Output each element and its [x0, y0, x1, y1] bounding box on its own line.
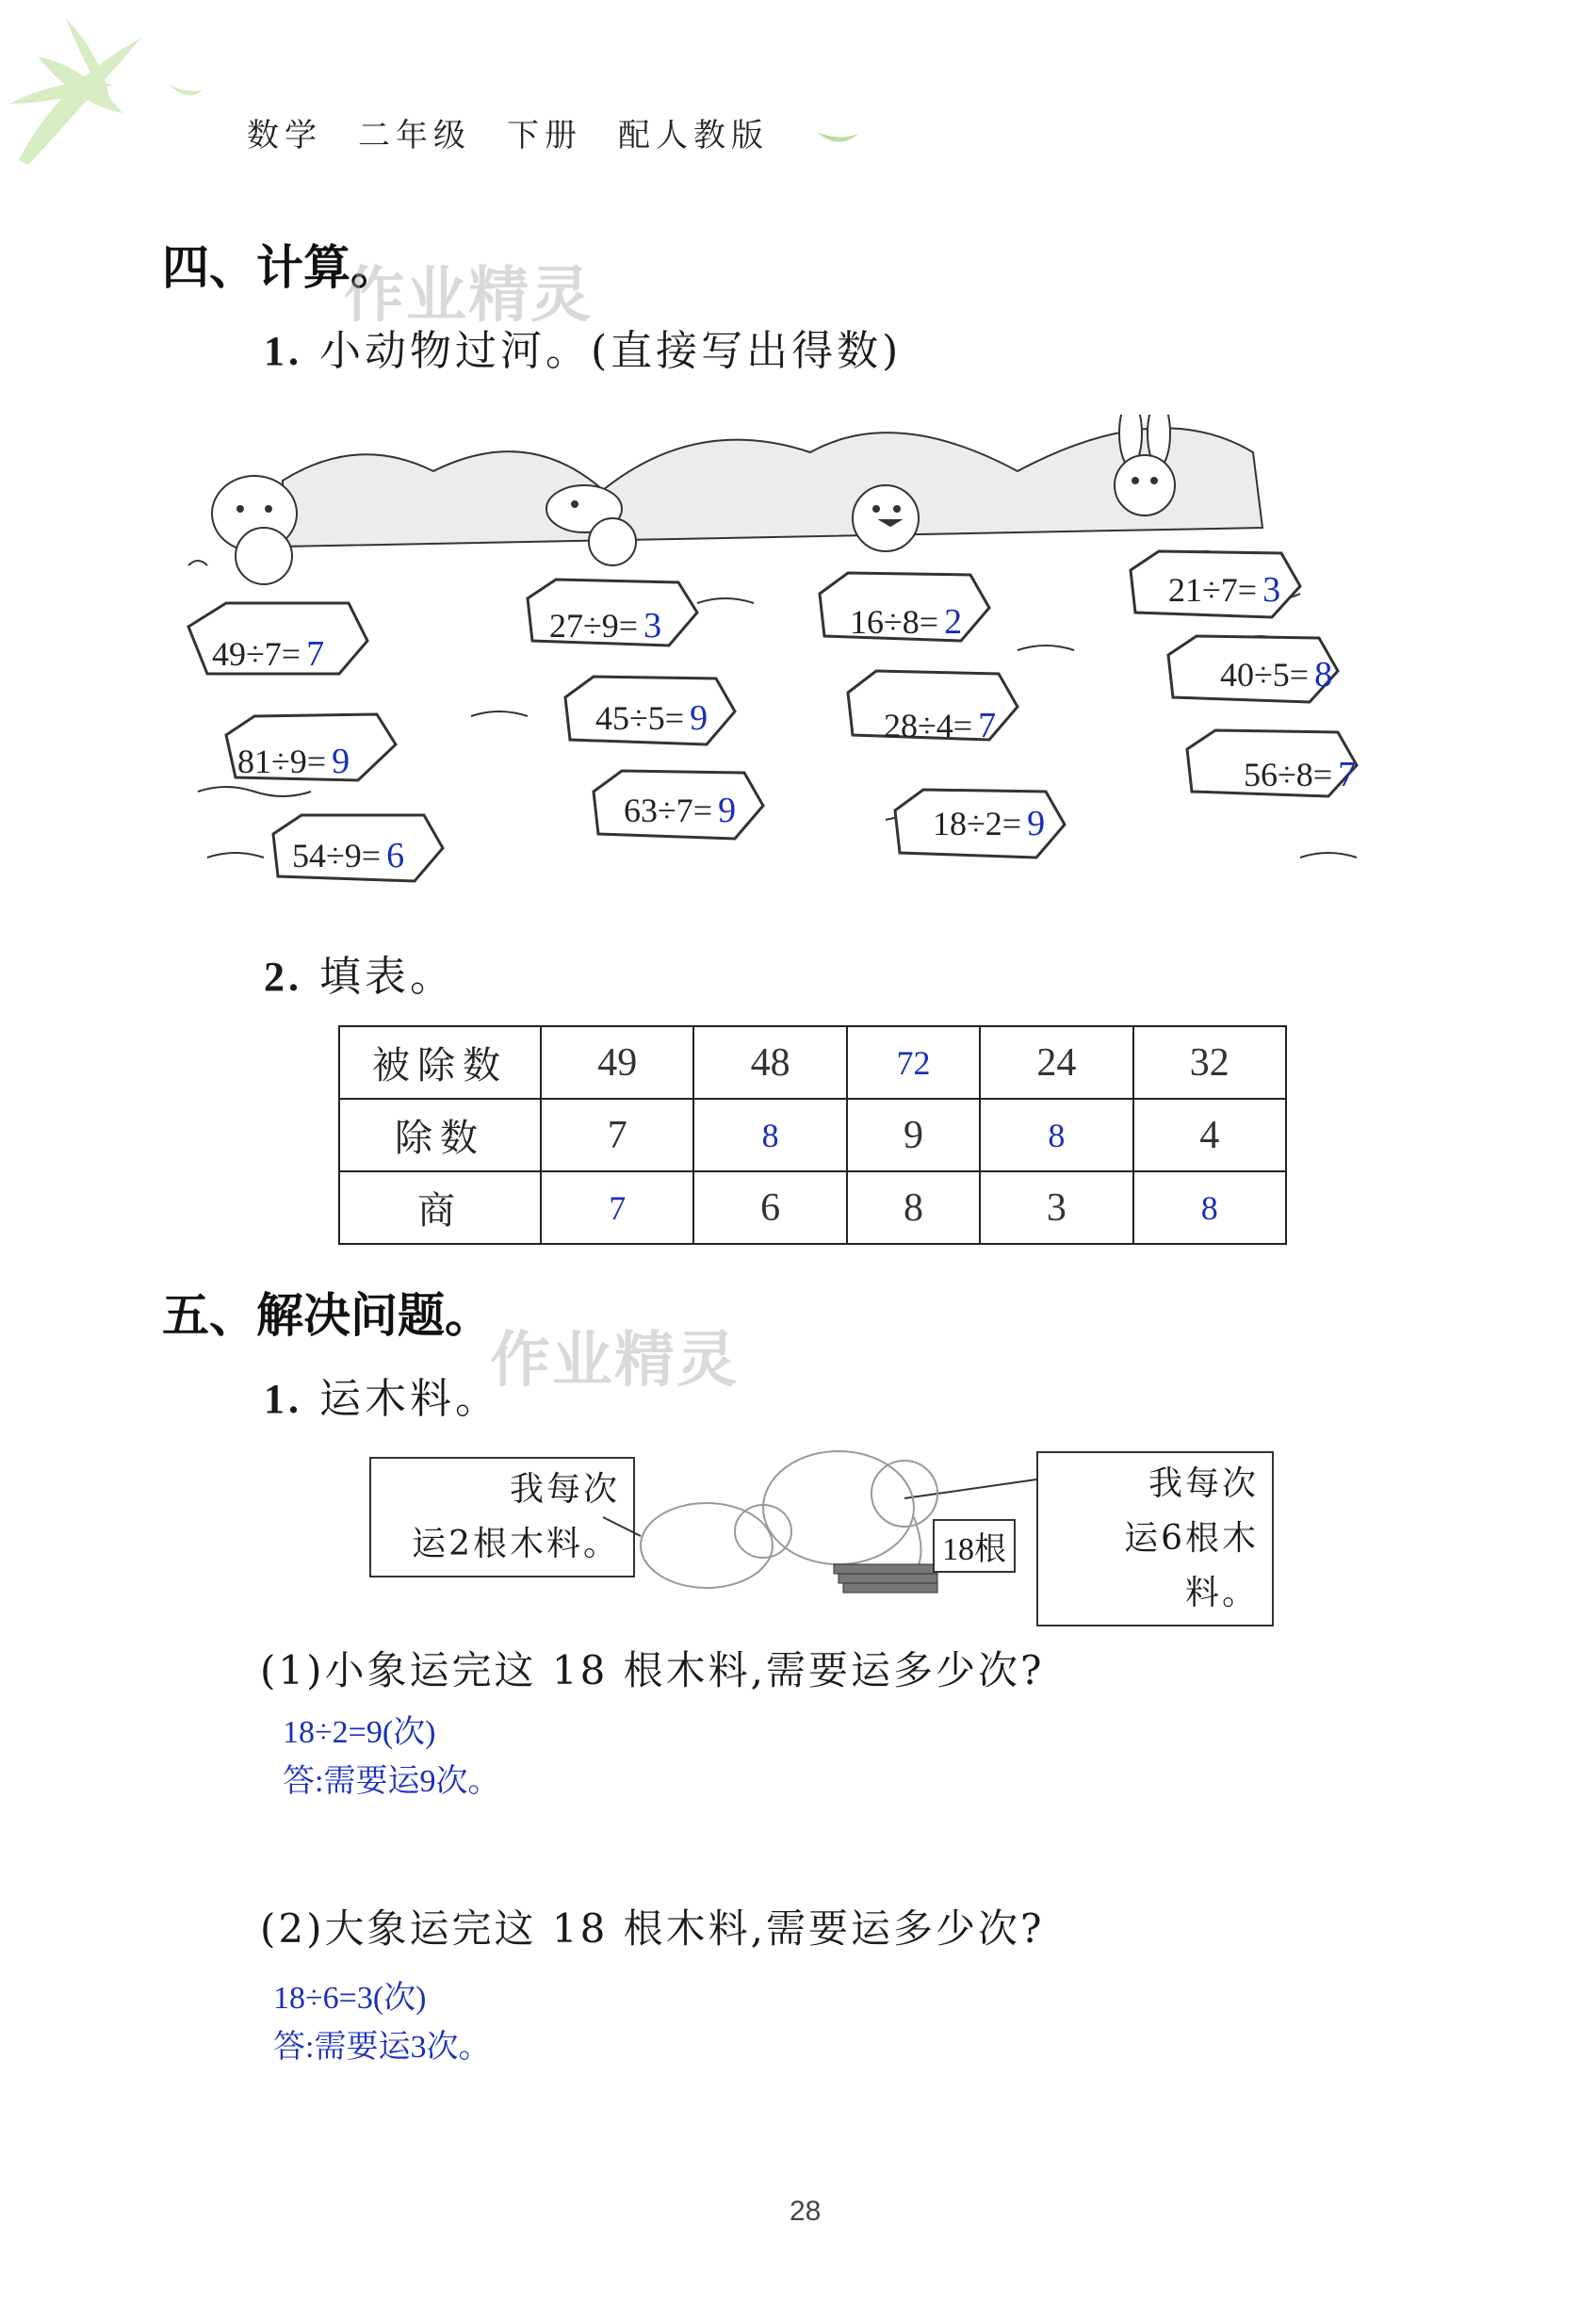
cell-divisor-2: 8 — [693, 1099, 846, 1171]
subquestion-2: (2)大象运完这 18 根木料,需要运多少次? — [260, 1905, 1045, 1952]
section5-q1-title — [264, 1365, 500, 1425]
rock-expr-5: 45÷5= 9 — [595, 698, 708, 738]
rock-expr-4: 27÷9= 3 — [549, 606, 662, 646]
cell-divisor-3: 9 — [847, 1099, 980, 1171]
sub2-answer: 答:需要运3次。 — [273, 2030, 491, 2065]
q1-text: 小动物过河。(直接写出得数) — [319, 327, 903, 375]
rock-expr-2: 81÷9= 9 — [237, 742, 350, 781]
row-label-divisor: 除数 — [339, 1099, 541, 1171]
cell-quotient-1: 7 — [541, 1171, 693, 1244]
chick-icon — [853, 485, 919, 551]
leaf-decoration-icon — [0, 0, 245, 188]
log-pile-label: 18根 — [933, 1519, 1016, 1573]
page-number: 28 — [790, 2196, 822, 2227]
header-edition: 配人教版 — [618, 117, 769, 155]
q2-text: 填表。 — [319, 953, 455, 1001]
rock-answer-11: 8 — [1314, 655, 1333, 695]
header-subject: 数学 — [247, 117, 322, 155]
cell-dividend-5: 32 — [1133, 1026, 1286, 1099]
sub1-answer: 答:需要运9次。 — [283, 1764, 500, 1799]
section4-title: 四、计算。 — [162, 240, 398, 295]
rock-answer-4: 3 — [643, 606, 662, 646]
page-header — [247, 109, 805, 155]
rock-expr-1: 49÷7= 7 — [212, 634, 325, 674]
section4-q2-title — [264, 942, 455, 1003]
header-volume: 下册 — [507, 117, 582, 155]
section5-title: 五、解决问题。 — [162, 1288, 492, 1343]
rock-expr-12: 56÷8= 7 — [1244, 755, 1357, 794]
speech-bubble-small-elephant — [369, 1457, 635, 1577]
row-label-quotient: 商 — [339, 1171, 541, 1244]
rock-expr-8: 28÷4= 7 — [884, 706, 997, 745]
rock-answer-9: 9 — [1027, 804, 1046, 843]
leaf-accent-icon — [815, 123, 862, 151]
rock-expr-3: 54÷9= 6 — [292, 836, 405, 875]
header-grade: 二年级 — [358, 117, 471, 155]
row-label-dividend: 被除数 — [339, 1026, 541, 1099]
s5-q1-text: 运木料。 — [319, 1375, 500, 1423]
bubble-right-line1: 我每次 — [1148, 1464, 1259, 1503]
rock-answer-5: 9 — [690, 698, 708, 738]
cell-quotient-2: 6 — [693, 1171, 846, 1244]
rock-answer-8: 7 — [978, 706, 997, 745]
rock-answer-7: 2 — [944, 602, 963, 642]
subquestion-1: (1)小象运完这 18 根木料,需要运多少次? — [260, 1647, 1045, 1693]
rock-answer-3: 6 — [386, 836, 405, 875]
rock-expr-11: 40÷5= 8 — [1220, 655, 1333, 695]
rock-expr-7: 16÷8= 2 — [850, 602, 963, 642]
cell-divisor-1: 7 — [541, 1099, 693, 1171]
q1-number: 1. — [264, 328, 302, 374]
cell-dividend-1: 49 — [541, 1026, 693, 1099]
rock-answer-1: 7 — [306, 634, 325, 674]
watermark: 作业精灵 — [344, 261, 593, 331]
rock-expr-10: 21÷7= 3 — [1168, 570, 1281, 610]
cell-quotient-4: 3 — [980, 1171, 1132, 1244]
table-row-dividend — [339, 1026, 1286, 1099]
pig-icon — [212, 476, 297, 584]
rock-answer-2: 9 — [332, 742, 350, 781]
cell-dividend-3: 72 — [847, 1026, 980, 1099]
bubble-right-line2: 运6根木料。 — [1124, 1519, 1259, 1612]
table-row-divisor — [339, 1099, 1286, 1171]
s5-q1-number: 1. — [264, 1376, 302, 1422]
cell-dividend-4: 24 — [980, 1026, 1132, 1099]
rock-answer-6: 9 — [718, 791, 737, 830]
bubble-left-line2: 运2根木料。 — [412, 1525, 620, 1563]
division-table — [338, 1025, 1287, 1245]
speech-bubble-big-elephant — [1036, 1451, 1274, 1626]
q2-number: 2. — [264, 954, 302, 1000]
cell-quotient-5: 8 — [1133, 1171, 1286, 1244]
sub1-equation: 18÷2=9(次) — [283, 1715, 436, 1750]
cell-divisor-4: 8 — [980, 1099, 1132, 1171]
table-row-quotient — [339, 1171, 1286, 1244]
rock-answer-10: 3 — [1262, 570, 1281, 610]
cell-divisor-5: 4 — [1133, 1099, 1286, 1171]
cell-quotient-3: 8 — [847, 1171, 980, 1244]
rock-answer-12: 7 — [1338, 755, 1357, 794]
rock-expr-6: 63÷7= 9 — [624, 791, 737, 830]
rock-expr-9: 18÷2= 9 — [933, 804, 1046, 843]
sub2-equation: 18÷6=3(次) — [273, 1981, 427, 2016]
section4-q1-title — [264, 317, 902, 377]
cell-dividend-2: 48 — [693, 1026, 846, 1099]
watermark-2: 作业精灵 — [490, 1326, 739, 1396]
bubble-left-line1: 我每次 — [509, 1470, 620, 1509]
